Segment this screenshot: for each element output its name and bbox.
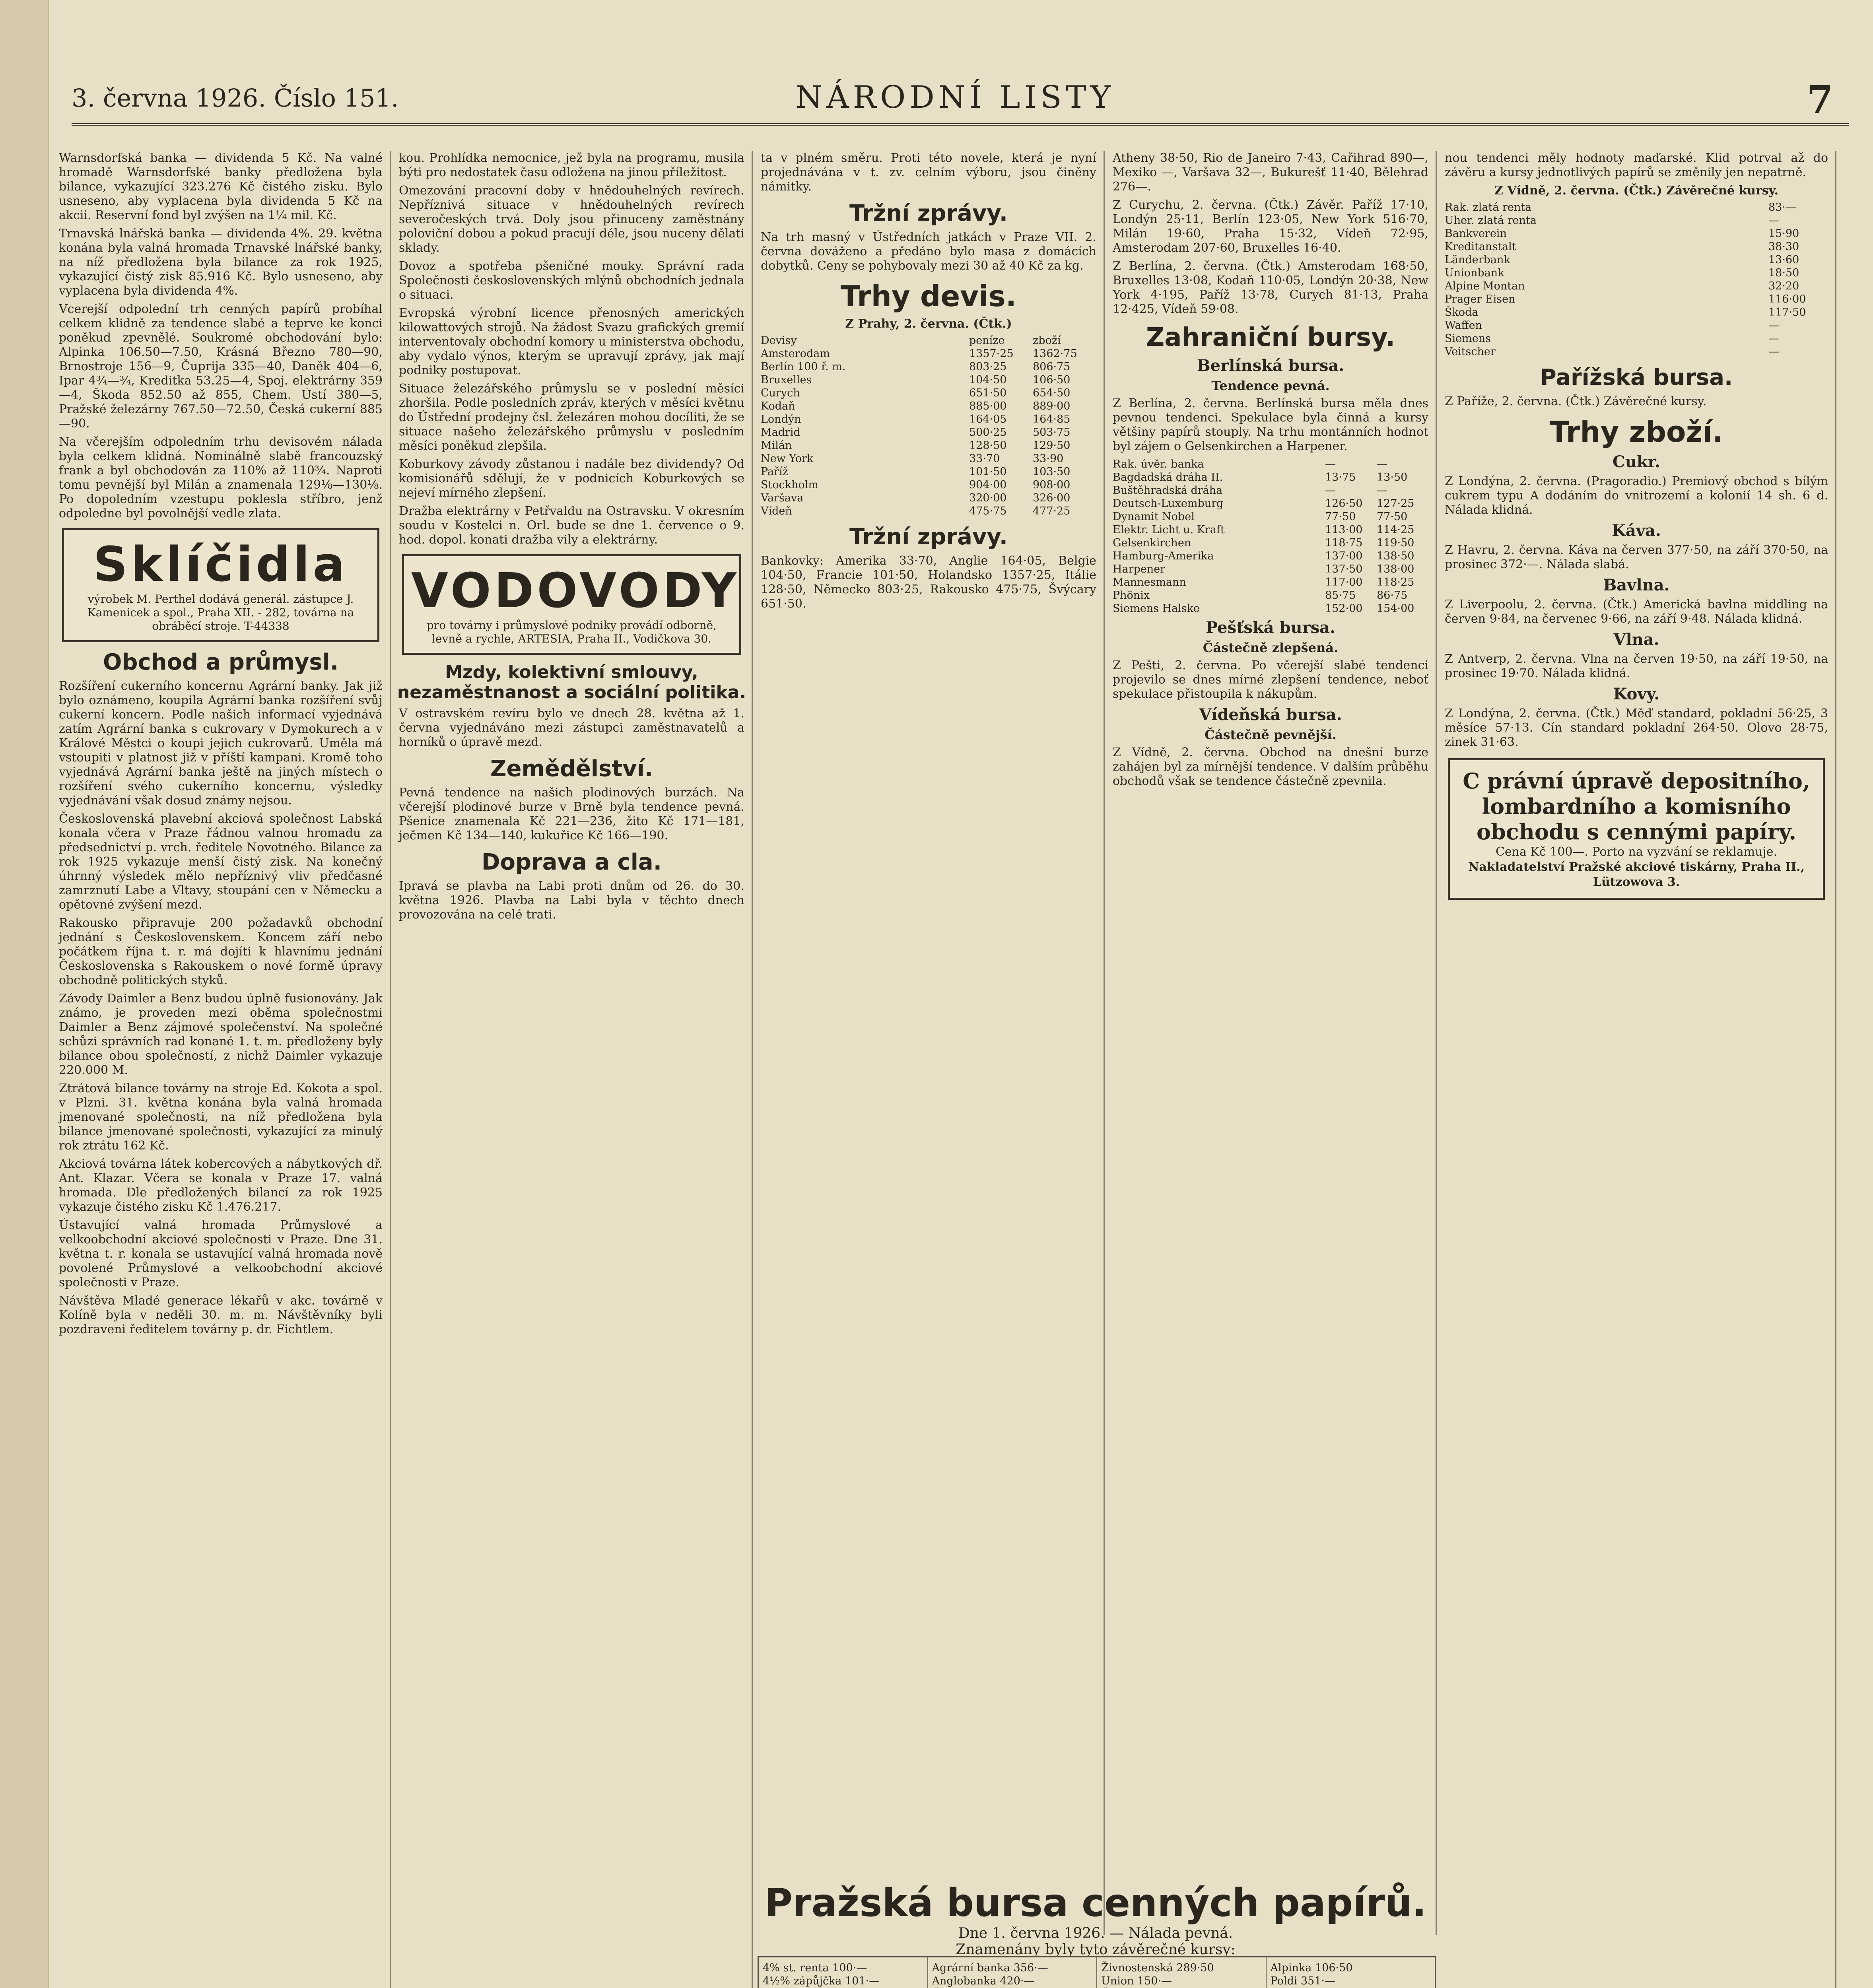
table-cell: Londýn — [761, 413, 801, 425]
article: Atheny 38·50, Rio de Janeiro 7·43, Cařihrad 890—, Mexiko —, Varšava 32—, Bukurešť 11·40, Bělehrad 276—. — [1113, 151, 1428, 194]
ad-publisher: Nakladatelství Pražské akciové tiskárny, Praha II., Lützowova 3. — [1468, 860, 1805, 889]
table-row — [1445, 345, 1828, 358]
table-cell: Kodaň — [761, 400, 795, 412]
table-cell: 164·85 — [1033, 413, 1071, 425]
masthead-title: NÁRODNÍ LISTY — [795, 80, 1115, 115]
table-cell: New York — [761, 452, 814, 465]
article: Z Curychu, 2. června. (Čtk.) Závěr. Paříž 17·10, Londýn 25·11, Berlín 123·05, New York 516·70, Milán 19·60, Praha 15·32, Vídeň 72·95, Amsterodam 207·60, Bruxelles 16·40. — [1113, 198, 1428, 255]
subheading: Vlna. — [1613, 630, 1659, 649]
table-cell: Harpener — [1113, 563, 1166, 575]
table-cell: 103·50 — [1033, 466, 1071, 478]
table-cell: 77·50 — [1377, 511, 1408, 523]
table-cell: — — [1377, 458, 1387, 470]
table-cell: Gelsenkirchen — [1113, 537, 1191, 549]
table-cell: Rak. úvěr. banka — [1113, 458, 1204, 470]
ad-title: C právní úpravě depositního, lombardního a komisního obchodu s cennými papíry. — [1463, 768, 1810, 845]
advertisement-vodovody — [402, 554, 741, 655]
table-cell: Siemens Halske — [1113, 602, 1200, 615]
table-cell: 127·25 — [1377, 497, 1414, 510]
table-row — [1113, 484, 1428, 497]
table-row — [1445, 306, 1828, 319]
table-cell: 806·75 — [1033, 361, 1071, 373]
table-cell: 154·00 — [1377, 602, 1414, 615]
table-cell: Varšava — [761, 492, 804, 504]
column-3 — [754, 151, 1105, 1935]
subheading: Berlínská bursa. — [1197, 356, 1345, 375]
article: Na včerejším odpoledním trhu devisovém nálada byla celkem klidná. Nominálně slabě francouzský frank a byl obchodován za 110% až 110¾. Naproti tomu pevnější byl Milán a znamenala 129⅛—130⅛. Po dopoledním vzestupu poklesla stříbro, jenž odpoledne byl povolnější vedle zlata. — [59, 435, 383, 520]
subheading: Vídeňská bursa. — [1199, 705, 1342, 724]
table-cell: Phönix — [1113, 589, 1150, 602]
table-cell: 118·25 — [1377, 576, 1414, 588]
table-cell: Devisy — [761, 334, 797, 347]
table-cell: 129·50 — [1033, 439, 1071, 452]
table-cell: Berlín 100 ř. m. — [761, 361, 846, 373]
table-column — [1097, 1957, 1267, 1988]
subheading: Částečně zlepšená. — [1203, 640, 1339, 655]
section-heading: Mzdy, kolektivní smlouvy, nezaměstnanost a sociální politika. — [397, 662, 746, 703]
table-row — [1113, 602, 1428, 615]
table-row — [763, 1961, 923, 1974]
column-5 — [1438, 151, 1836, 1988]
table-cell: Unionbank — [1445, 267, 1504, 279]
table-row — [1101, 1974, 1262, 1988]
table-cell: — — [1768, 346, 1779, 358]
table-cell: 33·70 — [969, 452, 1000, 465]
article: Československá plavební akciová společnost Labská konala včera v Praze řádnou valnou hromadu za předsednictví p. vrch. ředitele Novotného. Bilance za rok 1925 vykazuje menší čistý zisk. Na konečný úhrnný výsledek mělo nepříznivý vliv předčasné zamrznutí Labe a Vltavy, stoupání cen v Německu a opětovné zvýšení mezd. — [59, 812, 383, 912]
table-cell: Bruxelles — [761, 374, 812, 386]
article: Z Londýna, 2. června. (Čtk.) Měď standard, pokladní 56·25, 3 měsíce 57·13. Cín standard pokladní 264·50. Olovo 28·75, zinek 31·63. — [1445, 707, 1828, 749]
section-heading: Obchod a průmysl. — [103, 649, 339, 675]
table-cell: — — [1768, 319, 1779, 332]
table-column — [1267, 1957, 1435, 1988]
table-row — [1445, 293, 1828, 306]
table-cell: Mannesmann — [1113, 576, 1186, 588]
table-row — [1113, 536, 1428, 549]
table-cell: Paříž — [761, 466, 788, 478]
table-cell: Alpine Montan — [1445, 280, 1525, 292]
table-cell: Siemens — [1445, 332, 1491, 345]
table-row — [1113, 523, 1428, 536]
table-cell: — — [1768, 214, 1779, 227]
table-cell: 1362·75 — [1033, 348, 1077, 360]
table-row — [763, 1974, 923, 1988]
table-cell: Živnostenská 289·50 — [1101, 1962, 1214, 1974]
article: Dražba elektrárny v Petřvaldu na Ostravsku. V okresním soudu v Kostelci n. Orl. bude se dne 1. července o 9. hod. dopol. konati dražba vily a elektrárny. — [399, 504, 744, 547]
article: Z Londýna, 2. června. (Pragoradio.) Premiový obchod s bílým cukrem typu A dodáním do vnitrozemí a kolonií 14 sh. 6 d. Nálada klidná. — [1445, 474, 1828, 517]
section-heading: Doprava a cla. — [482, 849, 662, 875]
table-row — [1101, 1961, 1262, 1974]
table-column — [928, 1957, 1098, 1988]
table-cell: 138·00 — [1377, 563, 1414, 575]
table-cell: Bankverein — [1445, 227, 1507, 240]
table-cell: Agrární banka 356·— — [932, 1962, 1048, 1974]
table-row — [1113, 510, 1428, 523]
article: Vcerejší odpolední trh cenných papírů probíhal celkem klidně za tendence slabé a teprve ke konci poněkud zpevnělé. Soukromé obchodování bylo: Alpinka 106.50—7.50, Krásná Březno 780—90, Brnostroje 156—9, Čuprija 335—40, Daněk 404—6, Ipar 4¾—¾, Kreditka 53.25—4, Spoj. elektrárny 359—4, Škoda 852.50 až 855, Chem. Ústí 380—5, Pražské železárny 767.50—72.50, Česká cukerní 885—90. — [59, 302, 383, 431]
section-heading: Trhy zboží. — [1549, 415, 1723, 448]
subheading: Kovy. — [1613, 685, 1660, 703]
table-cell: Prager Eisen — [1445, 293, 1515, 305]
prague-bourse-banner — [758, 1881, 1434, 1958]
table-row — [1113, 576, 1428, 589]
table-row — [761, 465, 1096, 478]
table-row — [761, 413, 1096, 426]
table-cell: 803·25 — [969, 361, 1007, 373]
table-cell: 13·75 — [1325, 471, 1356, 483]
table-cell: Amsterodam — [761, 348, 830, 360]
table-cell: 137·00 — [1325, 550, 1363, 562]
article: Z Berlína, 2. června. (Čtk.) Amsterodam 168·50, Bruxelles 13·08, Kodaň 110·05, Londýn 20·38, New York 4·195, Paříž 13·78, Curych 81·13, Praha 12·425, Vídeň 59·08. — [1113, 259, 1428, 316]
table-cell: Rak. zlatá renta — [1445, 201, 1532, 214]
table-row — [1445, 332, 1828, 345]
article: Z Pešti, 2. června. Po včerejší slabé tendenci projevilo se dnes mírné zlepšení tendence, neboť spekulace přistoupila k nákupům. — [1113, 658, 1428, 701]
table-row — [1445, 201, 1828, 214]
table-cell: Anglobanka 420·— — [932, 1975, 1035, 1987]
table-cell: 651·50 — [969, 387, 1007, 399]
table-cell: Veitscher — [1445, 346, 1496, 358]
table-cell: 77·50 — [1325, 511, 1356, 523]
article: Ztrátová bilance továrny na stroje Ed. Kokota a spol. v Plzni. 31. května konána byla valná hromada jmenované společnosti, na níž předložena byla bilance jmenované společnosti, vykazující za minulý rok ztrátu 162 Kč. — [59, 1081, 383, 1153]
article: Rozšíření cukerního koncernu Agrární banky. Jak již bylo oznámeno, koupila Agrární banka rozšíření svůj cukerní koncern. Podle našich informací vyjednává zatím Agrární banka s cukrovary v Dymokurech a v Králové Městci o koupi jejich cukrovarů. Uměla má vstoupiti v platnost již v příští kampani. Kromě toho vyjednává Agrární banka ještě na jiných místech o rozšíření svého cukerního koncernu, výsledky vyjednávání však dosud známy nejsou. — [59, 679, 383, 808]
table-row — [761, 386, 1096, 400]
article: Bankovky: Amerika 33·70, Anglie 164·05, Belgie 104·50, Francie 101·50, Holandsko 1357·25, Itálie 128·50, Německo 803·25, Rakousko 475·75, Švýcary 651·50. — [761, 554, 1096, 611]
table-cell: 101·50 — [969, 466, 1007, 478]
subheading: Pešťská bursa. — [1205, 618, 1335, 637]
table-cell: 128·50 — [969, 439, 1007, 452]
advertisement-sklicidla — [62, 528, 379, 642]
table-cell: zboží — [1033, 334, 1061, 347]
table-row — [761, 426, 1096, 439]
table-row — [932, 1974, 1093, 1988]
article: Rakousko připravuje 200 požadavků obchodní jednání s Československem. Koncem září nebo počátkem října t. r. má dojíti k hlavnímu jednání Československa s Rakouskem o nové formě úpravy obchodně politických styků. — [59, 916, 383, 987]
article: Z Antverp, 2. června. Vlna na červen 19·50, na září 19·50, na prosinec 19·70. Nálada klidná. — [1445, 652, 1828, 680]
table-cell: 85·75 — [1325, 589, 1356, 602]
table-cell: Waffen — [1445, 319, 1482, 332]
table-cell: 104·50 — [969, 374, 1007, 386]
table-cell: 320·00 — [969, 492, 1007, 504]
table-cell: — — [1325, 458, 1336, 470]
table-cell: Škoda — [1445, 306, 1479, 318]
article: Koburkovy závody zůstanou i nadále bez dividendy? Od komisionářů sdělují, že v podnicích Koburkových se nejeví mírného zlepšení. — [399, 457, 744, 500]
article: kou. Prohlídka nemocnice, jež byla na programu, musila býti pro nedostatek času odložena na jinou příležitost. — [399, 151, 744, 179]
header-date: 3. června 1926. Číslo 151. — [72, 83, 399, 113]
article: Akciová továrna látek kobercových a nábytkových dř. Ant. Klazar. Včera se konala v Praze 17. valná hromada. Dle předložených bilancí za rok 1925 vykazuje čistého zisku Kč 1.476.217. — [59, 1157, 383, 1214]
subheading: Částečně pevnější. — [1205, 727, 1337, 742]
table-cell: Milán — [761, 439, 792, 452]
table-cell: 32·20 — [1768, 280, 1799, 292]
book-advertisement — [1448, 758, 1825, 900]
price-list — [1271, 1961, 1431, 1988]
table-cell: 1357·25 — [969, 348, 1014, 360]
table-cell: 503·75 — [1033, 426, 1071, 439]
section-heading: Trhy devis. — [840, 280, 1017, 313]
table-row — [761, 491, 1096, 505]
page-number: 7 — [1807, 77, 1833, 122]
devisy-table — [761, 334, 1096, 518]
table-cell: peníze — [969, 334, 1005, 347]
table-cell: 152·00 — [1325, 602, 1363, 615]
table-row — [1113, 458, 1428, 471]
table-row — [761, 347, 1096, 360]
table-row — [1445, 227, 1828, 240]
table-cell: Vídeň — [761, 505, 792, 517]
table-column — [759, 1957, 928, 1988]
table-cell: 106·50 — [1033, 374, 1071, 386]
table-cell: 119·50 — [1377, 537, 1414, 549]
prague-bourse-table — [758, 1956, 1436, 1988]
section-heading: Zahraniční bursy. — [1146, 323, 1395, 352]
table-cell: Stockholm — [761, 479, 818, 491]
article: Dovoz a spotřeba pšeničné mouky. Správní rada Společnosti československých mlýnů obchodních jednala o situaci. — [399, 259, 744, 302]
article: Trnavská lnářská banka — dividenda 4%. 29. května konána byla valná hromada Trnavské lnářské banky, na níž předložena byla bilance za rok 1925, vykazující čistý zisk 85.916 Kč. Bylo usneseno, aby vyplacena byla dividenda 4%. — [59, 227, 383, 298]
article: Ústavující valná hromada Průmyslové a velkoobchodní akciové společnosti v Praze. Dne 31. května t. r. konala se ustavující valná hromada nově povolené Průmyslové a velkoobchodní akciové společnosti v Praze. — [59, 1218, 383, 1289]
table-cell: 137·50 — [1325, 563, 1363, 575]
article: Z Paříže, 2. června. (Čtk.) Závěrečné kursy. — [1445, 394, 1707, 408]
table-cell: Kreditanstalt — [1445, 241, 1516, 253]
article: Z Vídně, 2. června. Obchod na dnešní burze zahájen byl za mírnější tendence. V dalším průběhu obchodů však se tendence částečně zpevnila. — [1113, 746, 1428, 788]
table-cell: — — [1377, 484, 1387, 497]
banner-title: Pražská bursa cenných papírů. — [764, 1881, 1427, 1925]
table-row — [1271, 1961, 1431, 1974]
vienna-table — [1445, 201, 1828, 358]
page-header — [72, 76, 1849, 126]
table-row — [761, 478, 1096, 491]
table-cell: 889·00 — [1033, 400, 1071, 412]
table-cell: 126·50 — [1325, 497, 1363, 510]
table-cell: 15·90 — [1768, 227, 1799, 240]
previous-page-edge — [0, 0, 49, 1988]
article: ta v plném směru. Proti této novele, která je nyní projednávána v t. zv. celním výboru, jsou činěny námitky. — [761, 151, 1096, 194]
banner-subtitle: Dne 1. června 1926. — Nálada pevná. — [958, 1925, 1233, 1941]
table-cell: 18·50 — [1768, 267, 1799, 279]
article: nou tendenci měly hodnoty maďarské. Klid potrval až do závěru a kursy jednotlivých papírů se změnily jen nepatrně. — [1445, 151, 1828, 179]
table-cell: 164·05 — [969, 413, 1007, 425]
table-row — [761, 360, 1096, 373]
table-row — [761, 373, 1096, 386]
article: Situace železářského průmyslu se v poslední měsíci zhoršila. Podle posledních zpráv, kterých v měsíci květnu do Ústřední prodejny čsl. železáren mohou docíliti, že se situace našeho železářského průmyslu v posledním měsíci poněkud zlepšila. — [399, 382, 744, 453]
table-cell: Uher. zlatá renta — [1445, 214, 1537, 227]
section-heading: Tržní zprávy. — [849, 524, 1008, 550]
table-row — [1113, 563, 1428, 576]
ad-price: Cena Kč 100—. Porto na vyzvání se reklamuje. — [1495, 845, 1778, 859]
table-cell: 38·30 — [1768, 241, 1799, 253]
banner-subtitle: Znamenány byly tyto závěrečné kursy: — [956, 1941, 1236, 1958]
table-cell: 654·50 — [1033, 387, 1071, 399]
article: Omezování pracovní doby v hnědouhelných revírech. Nepříznivá situace v hnědouhelných revírech severočeských trvá. Doly jsou přinuceny zaměstnány poloviční dobou a pokud pracují déle, jsou nuceny dělati sklady. — [399, 184, 744, 255]
subheading: Z Vídně, 2. června. (Čtk.) Závěrečné kursy. — [1494, 184, 1779, 198]
table-cell: — — [1768, 332, 1779, 345]
table-header — [761, 334, 1096, 347]
subheading: Bavlna. — [1603, 576, 1670, 594]
table-cell: Länderbank — [1445, 254, 1510, 266]
section-heading: Zemědělství. — [490, 756, 653, 782]
article: Návštěva Mladé generace lékařů v akc. továrně v Kolíně byla v neděli 30. m. m. Návštěvníky byli pozdraveni ředitelem továrny p. dr. Fichtlem. — [59, 1294, 383, 1336]
article: Z Berlína, 2. června. Berlínská bursa měla dnes pevnou tendenci. Spekulace byla činná a kursy většiny papírů stouply. Na trhu montánních hodnot byl zájem o Gelsenkirchen a Harpener. — [1113, 396, 1428, 453]
table-row — [1113, 497, 1428, 510]
table-cell: Poldi 351·— — [1270, 1975, 1336, 1987]
table-cell: 326·00 — [1033, 492, 1071, 504]
table-cell: — — [1325, 484, 1336, 497]
table-row — [1445, 266, 1828, 280]
subheading: Káva. — [1612, 521, 1661, 540]
table-cell: 118·75 — [1325, 537, 1363, 549]
article: Na trh masný v Ústředních jatkách v Praze VII. 2. června dováženo a předáno bylo masa z domácích dobytků. Ceny se pohybovaly mezi 30 až 40 Kč za kg. — [761, 230, 1096, 273]
table-row — [1113, 589, 1428, 602]
table-cell: 117·50 — [1768, 306, 1806, 318]
berlin-table — [1113, 458, 1428, 615]
table-row — [1113, 549, 1428, 563]
column-4 — [1106, 151, 1437, 1935]
table-cell: Alpinka 106·50 — [1270, 1962, 1353, 1974]
ad-text: pro továrny i průmyslové podniky provádí odborně, levně a rychle, ARTESIA, Praha II., Vodičkova 30. — [426, 619, 717, 645]
article: Pevná tendence na našich plodinových burzách. Na včerejší plodinové burze v Brně byla tendence pevná. Pšenice znamenala Kč 221—236, žito Kč 171—181, ječmen Kč 134—140, kukuřice Kč 166—190. — [399, 786, 744, 843]
table-cell: 13·50 — [1377, 471, 1408, 483]
table-cell: Dynamit Nobel — [1113, 511, 1195, 523]
section-heading: Pařížská bursa. — [1540, 365, 1733, 390]
table-row — [932, 1961, 1093, 1974]
table-cell: 113·00 — [1325, 524, 1363, 536]
table-cell: 500·25 — [969, 426, 1007, 439]
table-cell: Buštěhradská dráha — [1113, 484, 1223, 497]
table-cell: 4% st. renta 100·— — [763, 1962, 867, 1974]
table-row — [761, 400, 1096, 413]
table-row — [1445, 280, 1828, 293]
table-cell: 83·— — [1768, 201, 1796, 214]
table-cell: Curych — [761, 387, 800, 399]
table-cell: 138·50 — [1377, 550, 1414, 562]
article: Evropská výrobní licence přenosných amerických kilowattových strojů. Na žádost Svazu grafických gremií interventovaly obchodní komory u ministerstva obchodu, aby vydalo výnos, kterým se upravují zprávy, jak mají podniky postupovat. — [399, 306, 744, 377]
table-cell: 116·00 — [1768, 293, 1806, 305]
table-cell: 904·00 — [969, 479, 1007, 491]
table-row — [1445, 253, 1828, 266]
table-row — [761, 439, 1096, 452]
table-row — [1113, 471, 1428, 484]
subheading: Tendence pevná. — [1211, 378, 1330, 393]
table-cell: 885·00 — [969, 400, 1007, 412]
article: Z Liverpoolu, 2. června. (Čtk.) Americká bavlna middling na červen 9·84, na červenec 9·66, na září 9·48. Nálada klidná. — [1445, 598, 1828, 626]
ad-title: Sklíčidla — [93, 537, 348, 592]
table-cell: 475·75 — [969, 505, 1007, 517]
table-cell: 33·90 — [1033, 452, 1064, 465]
price-list — [1101, 1961, 1262, 1988]
column-1 — [52, 151, 391, 1988]
article: Ipravá se plavba na Labi proti dnům od 26. do 30. května 1926. Plavba na Labi byla v těchto dnech provozována na celé trati. — [399, 879, 744, 922]
table-row — [1271, 1974, 1431, 1988]
column-2 — [392, 151, 753, 1988]
ad-title: VODOVODY — [411, 563, 740, 619]
table-row — [1445, 319, 1828, 332]
subheading: Z Prahy, 2. června. (Čtk.) — [845, 317, 1012, 331]
table-row — [1445, 240, 1828, 253]
table-row — [761, 452, 1096, 465]
article: Z Havru, 2. června. Káva na červen 377·50, na září 370·50, na prosinec 372·—. Nálada slabá. — [1445, 543, 1828, 571]
table-cell: Bagdadská dráha II. — [1113, 471, 1223, 483]
table-cell: 117·00 — [1325, 576, 1363, 588]
table-cell: Elektr. Licht u. Kraft — [1113, 524, 1225, 536]
table-cell: 477·25 — [1033, 505, 1071, 517]
table-cell: 13·60 — [1768, 254, 1799, 266]
table-cell: 86·75 — [1377, 589, 1408, 602]
table-cell: 4½% zápůjčka 101·— — [763, 1975, 880, 1987]
section-heading: Tržní zprávy. — [849, 200, 1008, 226]
table-cell: Union 150·— — [1101, 1975, 1172, 1987]
price-list — [932, 1961, 1093, 1988]
table-cell: 908·00 — [1033, 479, 1071, 491]
table-row — [1445, 214, 1828, 227]
price-list — [763, 1961, 923, 1988]
article: Warnsdorfská banka — dividenda 5 Kč. Na valné hromadě Warnsdorfské banky předložena byla bilance, vykazující 323.276 Kč čistého zisku. Bylo usneseno, aby vyplacena byla dividenda 5 Kč na akcii. Reservní fond byl zvýšen na 1¼ mil. Kč. — [59, 151, 383, 222]
table-cell: 114·25 — [1377, 524, 1414, 536]
article: V ostravském revíru bylo ve dnech 28. května až 1. června vyjednáváno mezi zástupci zaměstnavatelů a horníků o úpravě mezd. — [399, 707, 744, 749]
table-cell: Hamburg-Amerika — [1113, 550, 1214, 562]
table-row — [761, 505, 1096, 518]
subheading: Cukr. — [1613, 452, 1660, 471]
table-cell: Madrid — [761, 426, 800, 439]
article: Závody Daimler a Benz budou úplně fusionovány. Jak známo, je proveden mezi oběma společnostmi Daimler a Benz zájmové společenství. Na společné schůzi správních rad konané 1. t. m. předloženy byly bilance obou společností, z nichž Daimler vykazuje 220.000 M. — [59, 992, 383, 1077]
table-cell: Deutsch-Luxemburg — [1113, 497, 1224, 510]
ad-text: výrobek M. Perthel dodává generál. zástupce J. Kamenicek a spol., Praha XII. - 282, továrna na obráběcí stroje. T-44338 — [87, 592, 354, 633]
